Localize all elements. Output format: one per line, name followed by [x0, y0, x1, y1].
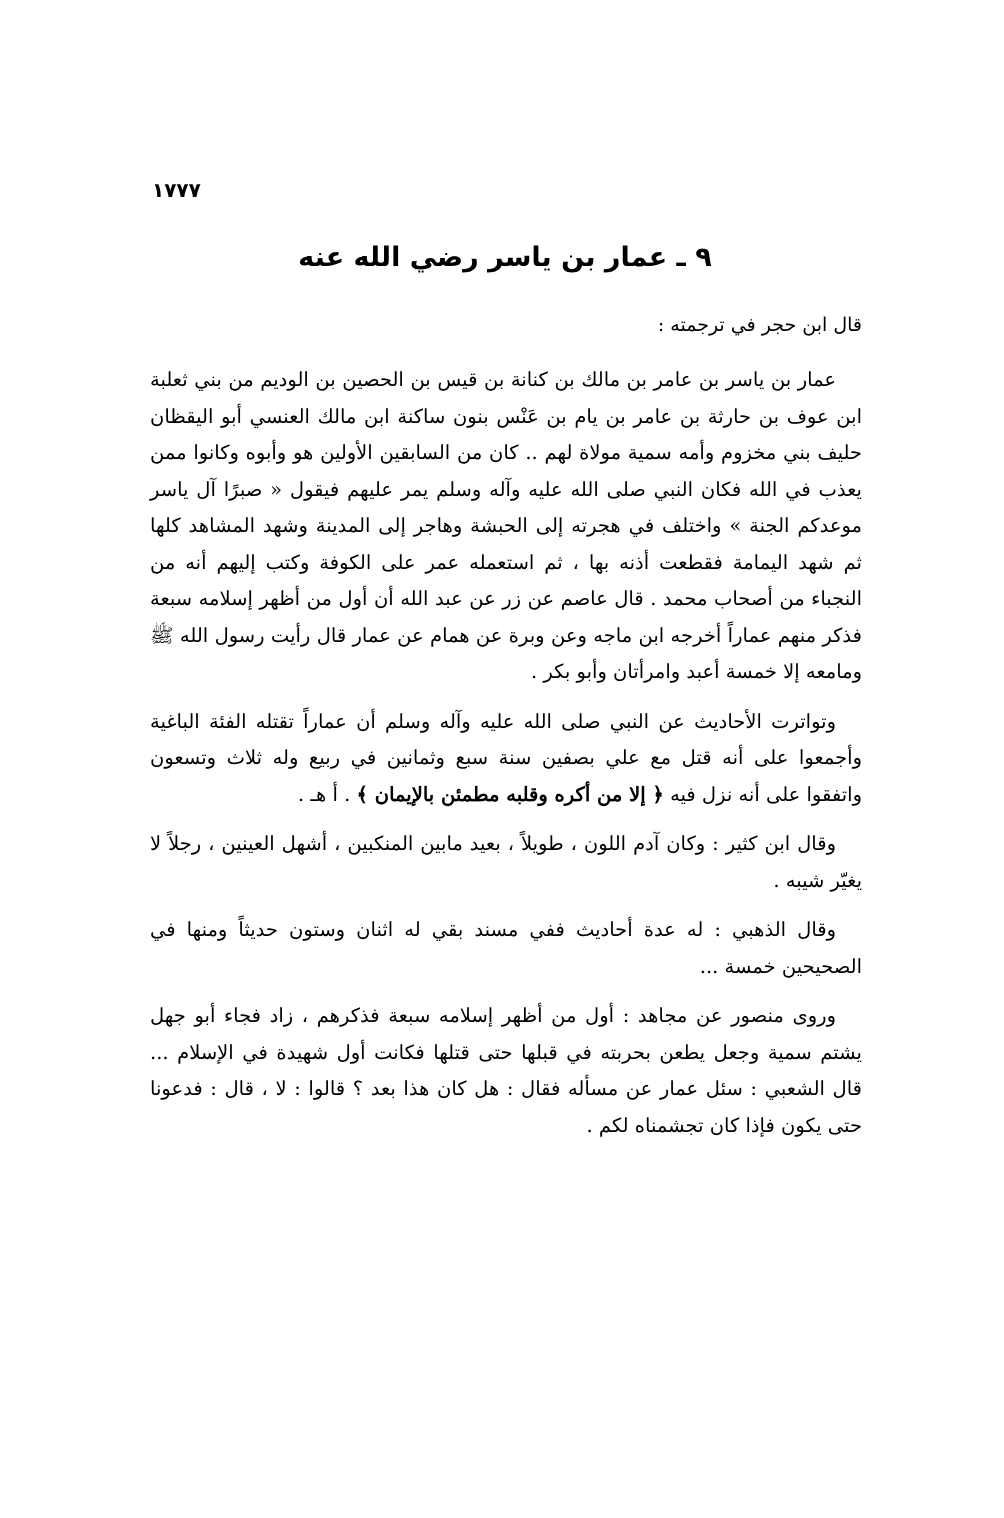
intro-line: قال ابن حجر في ترجمته :: [657, 314, 862, 336]
body-text: [150, 362, 862, 1157]
paragraph-mansur: وروى منصور عن مجاهد : أول من أظهر إسلامه سبعة فذكرهم ، زاد فجاء أبو جهل يشتم سمية وجعل يطعن بحربته في قبلها حتى قتلها فكانت أول شهيدة في الإسلام ... قال الشعبي : سئل عمار عن مسأله فقال : هل كان هذا بعد ؟ قالوا : لا ، قال : فدعونا حتى يكون فإذا كان تجشمناه لكم .: [150, 1004, 862, 1137]
paragraph-dhahabi: وقال الذهبي : له عدة أحاديث ففي مسند بقي له اثنان وستون حديثاً ومنها في الصحيحين خمسة ...: [150, 918, 862, 978]
section-heading: ٩ ـ عمار بن ياسر رضي الله عنه: [298, 242, 712, 273]
paragraph-biography: عمار بن ياسر بن عامر بن مالك بن كنانة بن قيس بن الحصين بن الوديم من بني ثعلبة ابن عوف بن حارثة بن عامر بن يام بن عَنْس بنون ساكنة ابن مالك العنسي أبو اليقظان حليف بني مخزوم وأمه سمية مولاة لهم .. كان من السابقين الأولين هو وأبوه وكانوا ممن يعذب في الله فكان النبي صلى الله عليه وآله وسلم يمر عليهم فيقول « صبرًا آل ياسر موعدكم الجنة » واختلف في هجرته إلى الحبشة وهاجر إلى المدينة وشهد المشاهد كلها ثم شهد اليمامة فقطعت أذنه بها ، ثم استعمله عمر على الكوفة وكتب إليهم أنه من النجباء من أصحاب محمد . قال عاصم عن زر عن عبد الله أن أول من أظهر إسلامه سبعة فذكر منهم عماراً أخرجه ابن ماجه وعن وبرة عن همام عن عمار قال رأيت رسول الله ﷺ ومامعه إلا خمسة أعبد وامرأتان وأبو بكر .: [150, 368, 862, 683]
paragraph-text: وتواترت الأحاديث عن النبي صلى الله عليه وآله وسلم أن عماراً تقتله الفئة الباغية وأجمعوا على أنه قتل مع علي بصفين سنة سبع وثمانين في ربيع وله ثلاث وتسعون واتفقوا على أنه نزل فيه: [150, 709, 862, 806]
quran-verse: ﴿ إلا من أكره وقلبه مطمئن بالإيمان ﴾: [356, 782, 664, 806]
paragraph-ibn-kathir: وقال ابن كثير : وكان آدم اللون ، طويلاً ، بعيد مابين المنكبين ، أشهل العينين ، رجلاً لا يغيّر شيبه .: [150, 832, 862, 892]
paragraph-text-end: . أ هـ .: [297, 782, 351, 806]
page-number: ١٧٧٧: [152, 178, 201, 202]
paragraph-hadith-tawatur: [150, 704, 862, 814]
